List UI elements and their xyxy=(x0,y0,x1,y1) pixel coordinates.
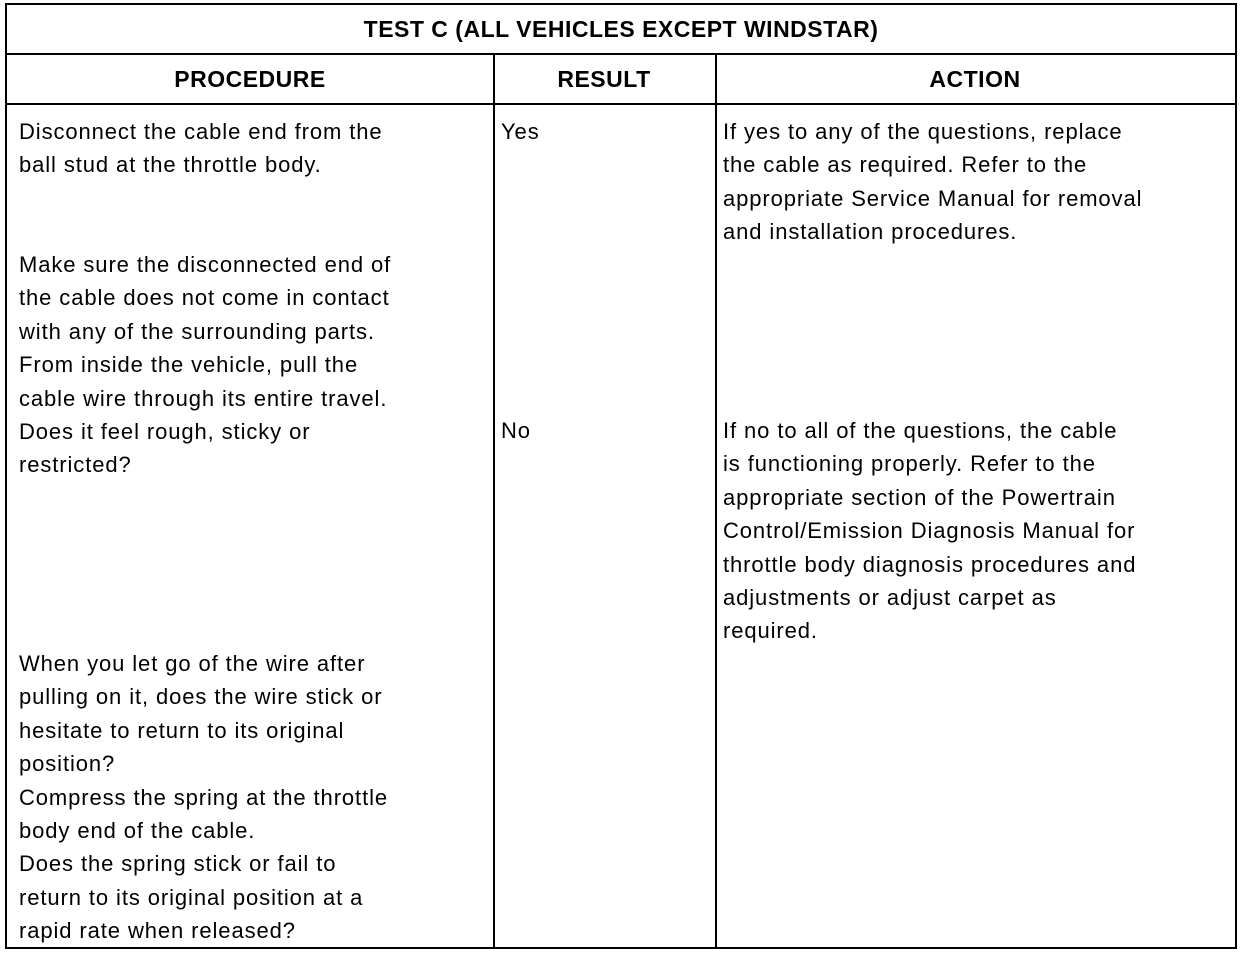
text-line: return to its original position at a xyxy=(19,884,364,910)
text-line: is functioning properly. Refer to the xyxy=(723,451,1096,477)
procedure-header: PROCEDURE xyxy=(174,65,326,92)
procedure-step-2 xyxy=(19,248,391,482)
action-yes xyxy=(723,115,1142,249)
text-line: If no to all of the questions, the cable xyxy=(723,418,1118,443)
text-line: Does it feel rough, sticky or xyxy=(19,419,311,445)
procedure-step-3 xyxy=(19,647,388,948)
text-line: Does the spring stick or fail to xyxy=(19,851,337,877)
table-title-text: TEST C (ALL VEHICLES EXCEPT WINDSTAR) xyxy=(363,15,879,42)
column-divider xyxy=(493,55,495,947)
text-line: and installation procedures. xyxy=(723,219,1018,245)
text-line: pulling on it, does the wire stick or xyxy=(19,684,383,710)
text-line: Control/Emission Diagnosis Manual for xyxy=(723,518,1136,544)
procedure-step-1 xyxy=(19,115,383,182)
text-line: the cable does not come in contact xyxy=(19,285,390,311)
text-line: restricted? xyxy=(19,452,132,478)
text-line: body end of the cable. xyxy=(19,818,256,844)
text-line: adjustments or adjust carpet as xyxy=(723,585,1057,611)
action-header: ACTION xyxy=(929,65,1021,92)
result-header: RESULT xyxy=(557,65,651,92)
action-no xyxy=(723,414,1136,648)
text-line: appropriate Service Manual for removal xyxy=(723,185,1143,211)
result-no: No xyxy=(501,418,531,443)
text-line: position? xyxy=(19,751,116,777)
result-yes: Yes xyxy=(501,119,540,144)
text-line: the cable as required. Refer to the xyxy=(723,152,1088,178)
text-line: cable wire through its entire travel. xyxy=(19,385,388,411)
text-line: Make sure the disconnected end of xyxy=(19,252,392,277)
text-line: throttle body diagnosis procedures and xyxy=(723,551,1137,577)
text-line: If yes to any of the questions, replace xyxy=(723,119,1123,144)
text-line: with any of the surrounding parts. xyxy=(19,318,375,344)
text-line: hesitate to return to its original xyxy=(19,717,345,743)
text-line: From inside the vehicle, pull the xyxy=(19,352,359,378)
text-line: When you let go of the wire after xyxy=(19,651,366,676)
text-line: appropriate section of the Powertrain xyxy=(723,484,1116,510)
table-title xyxy=(7,5,1235,55)
text-line: ball stud at the throttle body. xyxy=(19,152,322,178)
header-row xyxy=(7,55,1235,105)
text-line: required. xyxy=(723,618,818,644)
test-c-table xyxy=(5,3,1237,949)
text-line: rapid rate when released? xyxy=(19,918,296,944)
text-line: Disconnect the cable end from the xyxy=(19,119,383,144)
text-line: Compress the spring at the throttle xyxy=(19,784,388,810)
column-divider xyxy=(715,55,717,947)
